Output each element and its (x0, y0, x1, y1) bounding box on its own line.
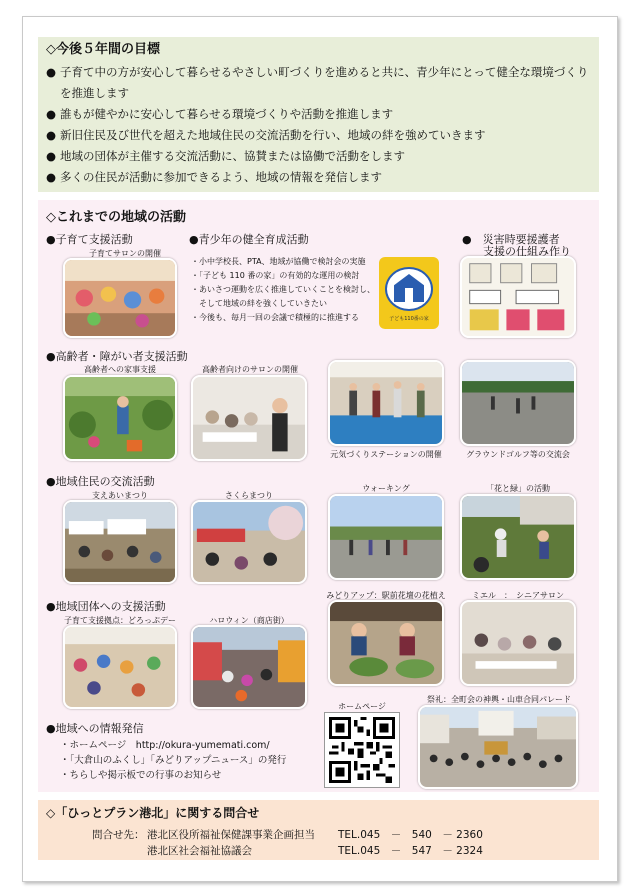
disaster-photo (460, 256, 576, 338)
midori-up-photo (328, 600, 444, 686)
activities-title: ◇これまでの地域の活動 (46, 210, 186, 225)
goals-title: ◇今後５年間の目標 (46, 42, 160, 57)
groups-heading: ●地域団体への支援活動 (46, 600, 166, 613)
childcare-caption: 子育てサロンの開催 (89, 249, 161, 258)
disaster-heading-2: 支援の仕組み作り (483, 245, 571, 258)
miel-senior-salon-photo (460, 600, 576, 686)
qr-caption: ホームページ (338, 702, 386, 711)
door-icon (405, 288, 413, 302)
groups-caption-1: 子育て支援拠点：どろっぷデー (64, 616, 176, 625)
youth-item: ・あいさつ運動を広く推進していくことを検討し、 (191, 285, 375, 294)
ground-golf-photo (460, 360, 576, 446)
disaster-heading: ● 災害時要援護者 (462, 233, 560, 246)
walking-photo (328, 494, 444, 580)
contact-tel-2: TEL.045 － 547 － 2324 (338, 845, 483, 857)
info-list (60, 738, 286, 783)
homepage-link[interactable]: ・ホームページ http://okura-yumemati.com/ (60, 740, 270, 751)
badge-caption: 子ども110番の家 (389, 316, 429, 322)
exchange-caption-1: 支えあいまつり (92, 491, 148, 500)
groups-caption-3: みどりアップ：駅前花壇の花植え (326, 591, 446, 600)
info-item: ・「大倉山のふくし」「みどりアップニュース」の発行 (60, 755, 287, 766)
contact-org-2: 港北区社会福祉協議会 (147, 845, 252, 857)
info-item: ・ちらしや掲示板での行事のお知らせ (60, 770, 222, 781)
elderly-heading: ●高齢者・障がい者支援活動 (46, 350, 188, 363)
goal-item: ● 多くの住民が活動に参加できるよう、地域の情報を発信します (46, 170, 382, 184)
goal-item: ● 地域の団体が主催する交流活動に、協賛または協働で活動をします (46, 149, 405, 163)
exchange-caption-4: 「花と緑」の活動 (486, 484, 550, 493)
housework-photo (63, 375, 177, 461)
childcare-photo (63, 258, 177, 338)
goals-list (46, 62, 591, 188)
elderly-caption-2: 高齢者向けのサロンの開催 (202, 365, 298, 374)
sasaeai-festival-photo (63, 500, 177, 584)
goal-item: ● 新旧住民及び世代を超えた地域住民の交流活動を行い、地域の絆を強めていきます (46, 128, 486, 142)
goal-item: ● 子育て中の方が安心して暮らせるやさしい町づくりを進めると共に、青少年にとって健全な環境づくりを推進します (46, 65, 589, 100)
flowers-green-photo (460, 494, 576, 580)
youth-item: ・今後も、毎月一回の会議で積極的に推進する (191, 313, 359, 322)
groups-caption-2: ハロウィン（商店街） (209, 616, 289, 625)
elderly-salon-photo (191, 375, 307, 461)
dropday-photo (63, 625, 177, 709)
elderly-caption-4: グラウンドゴルフ等の交流会 (466, 450, 570, 459)
goal-item: ● 誰もが健やかに安心して暮らせる環境づくりや活動を推進します (46, 107, 394, 121)
elderly-caption-1: 高齢者への家事支援 (84, 365, 156, 374)
groups-caption-4: ミエル ： シニアサロン (472, 591, 564, 600)
parade-photo (418, 705, 578, 789)
exchange-heading: ●地域住民の交流活動 (46, 475, 155, 488)
contact-title: ◇「ひっとプラン港北」に関する問合せ (46, 806, 260, 820)
contact-tel-1: TEL.045 － 540 － 2360 (338, 829, 483, 841)
parade-caption: 祭礼：全町会の神輿・山車合同パレード (427, 695, 571, 704)
homepage-qr-code[interactable] (324, 712, 400, 788)
contact-label: 問合せ先： (92, 829, 145, 841)
youth-item: ・小中学校長、PTA、地域が協働で検討会の実施 (191, 257, 366, 266)
contact-org-1: 港北区役所福祉保健課事業企画担当 (147, 829, 315, 841)
info-heading: ●地域への情報発信 (46, 722, 144, 735)
elderly-caption-3: 元気づくりステーションの開催 (330, 450, 442, 459)
halloween-photo (191, 625, 307, 709)
youth-item: そして地域の絆を強くしていきたい (191, 299, 327, 308)
youth-item: ・「子ども 110 番の家」の有効的な運用の検討 (191, 271, 360, 280)
genki-station-photo (328, 360, 444, 446)
youth-list (191, 255, 375, 325)
kodomo-110-badge (379, 257, 439, 329)
youth-heading: ●青少年の健全育成活動 (189, 233, 309, 246)
exchange-caption-3: ウォーキング (362, 484, 410, 493)
qr-code-icon (329, 717, 395, 783)
goals-section (38, 37, 599, 192)
sakura-festival-photo (191, 500, 307, 584)
contact-section (38, 800, 599, 860)
childcare-heading: ●子育て支援活動 (46, 233, 133, 246)
exchange-caption-2: さくらまつり (225, 491, 273, 500)
